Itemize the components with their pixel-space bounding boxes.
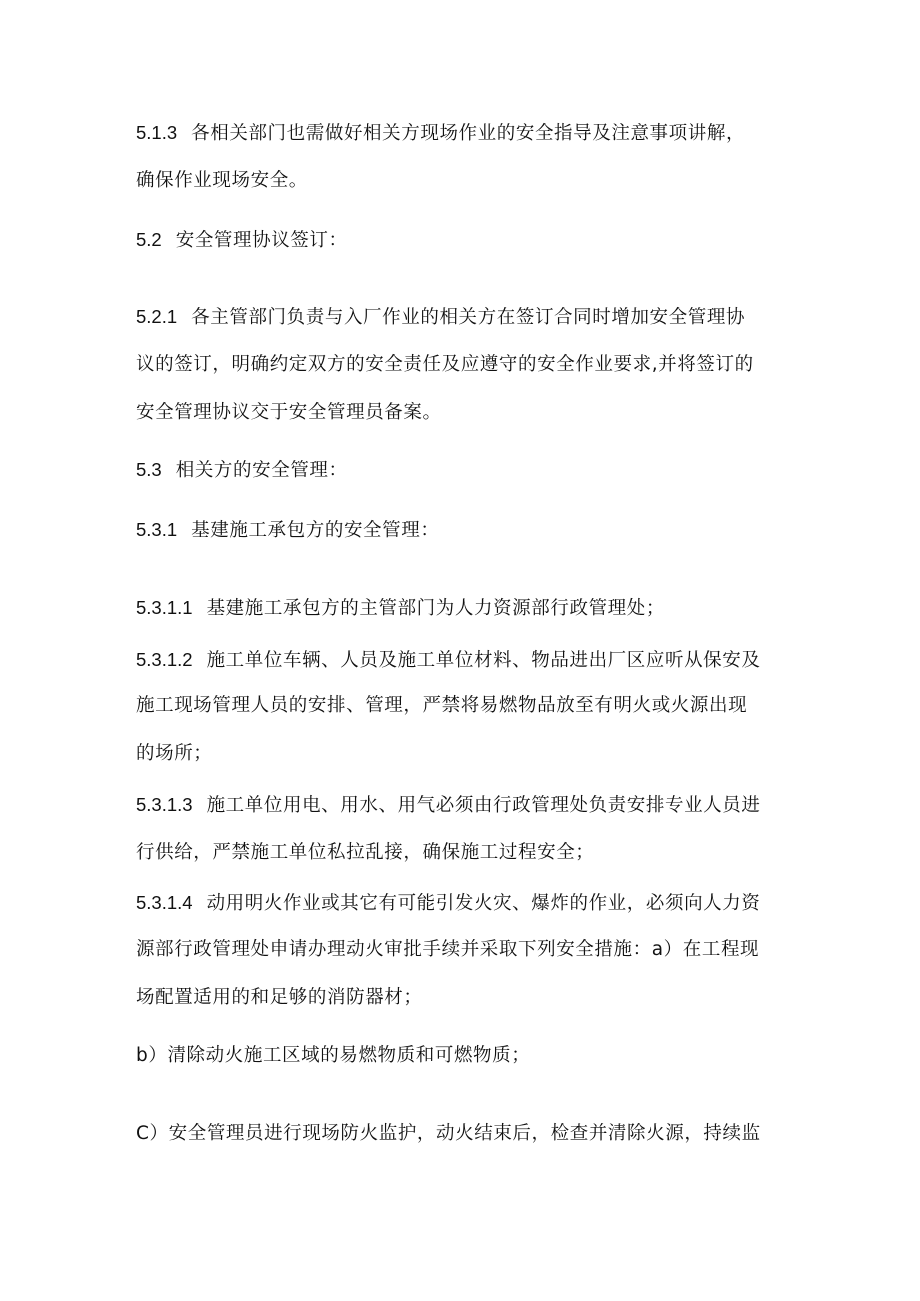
- section-5-3-1-2-line-2: [136, 694, 796, 718]
- paragraph-text: C）安全管理员进行现场防火监护，动火结束后，检查并清除火源，持续监: [136, 1123, 761, 1144]
- paragraph-text: b）清除动火施工区域的易燃物质和可燃物质；: [136, 1045, 531, 1066]
- section-5-3-1-1-line-1: [136, 596, 796, 621]
- section-5-3-1-heading: [136, 518, 796, 543]
- paragraph-text: 确保作业现场安全。: [136, 170, 308, 191]
- paragraph-text: 施工单位用电、用水、用气必须由行政管理处负责安排专业人员进: [206, 795, 761, 816]
- section-number: 5.2.1: [136, 306, 178, 327]
- section-5-2-1-line-1: [136, 305, 796, 330]
- paragraph-text: 各主管部门负责与入厂作业的相关方在签订合同时增加安全管理协: [191, 307, 746, 328]
- heading-text: 基建施工承包方的安全管理：: [191, 520, 440, 541]
- paragraph-text: 安全管理协议交于安全管理员备案。: [136, 402, 442, 423]
- section-number: 5.3.1: [136, 519, 178, 540]
- section-5-3-1-2-line-1: [136, 648, 796, 673]
- section-5-2-1-line-2: [136, 353, 796, 377]
- paragraph-text: 施工现场管理人员的安排、管理，严禁将易燃物品放至有明火或火源出现: [136, 695, 748, 716]
- section-5-2-1-line-3: [136, 401, 796, 425]
- paragraph-text: 行供给，严禁施工单位私拉乱接，确保施工过程安全；: [136, 842, 595, 863]
- section-5-3-1-4-line-2: [136, 938, 796, 962]
- section-number: 5.3.1.3: [136, 794, 193, 815]
- section-5-3-1-4-line-3: [136, 986, 796, 1010]
- section-number: 5.3.1.4: [136, 892, 193, 913]
- section-5-3-1-3-line-1: [136, 793, 796, 818]
- paragraph-text: 基建施工承包方的主管部门为人力资源部行政管理处；: [206, 598, 665, 619]
- paragraph-text: 施工单位车辆、人员及施工单位材料、物品进出厂区应听从保安及: [206, 650, 761, 671]
- heading-text: 相关方的安全管理：: [175, 460, 348, 481]
- section-number: 5.3: [136, 459, 162, 480]
- section-5-1-3-line-1: [136, 121, 796, 146]
- heading-text: 安全管理协议签订：: [175, 230, 348, 251]
- paragraph-text: 各相关部门也需做好相关方现场作业的安全指导及注意事项讲解，: [191, 123, 746, 144]
- section-number: 5.3.1.2: [136, 649, 193, 670]
- section-5-3-1-3-line-2: [136, 841, 796, 865]
- paragraph-text: 场配置适用的和足够的消防器材；: [136, 987, 423, 1008]
- section-5-3-1-2-line-3: [136, 742, 796, 766]
- section-5-2-heading: [136, 228, 796, 253]
- section-5-1-3-line-2: [136, 169, 796, 193]
- section-number: 5.2: [136, 229, 162, 250]
- section-5-3-1-4-line-1: [136, 891, 796, 916]
- paragraph-text: 的场所；: [136, 743, 213, 764]
- list-item-b: [136, 1044, 796, 1068]
- paragraph-text: 动用明火作业或其它有可能引发火灾、爆炸的作业，必须向人力资: [206, 893, 761, 914]
- section-number: 5.3.1.1: [136, 597, 193, 618]
- section-5-3-heading: [136, 458, 796, 483]
- paragraph-text: 议的签订，明确约定双方的安全责任及应遵守的安全作业要求,并将签订的: [136, 354, 754, 375]
- section-number: 5.1.3: [136, 122, 178, 143]
- list-item-c: [136, 1122, 796, 1146]
- paragraph-text: 源部行政管理处申请办理动火审批手续并采取下列安全措施：a）在工程现: [136, 939, 760, 960]
